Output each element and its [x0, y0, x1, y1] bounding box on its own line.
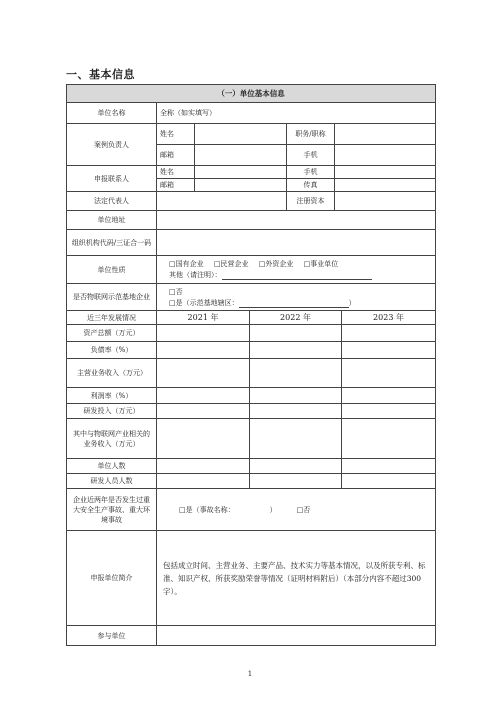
- metric-cell[interactable]: [157, 459, 250, 474]
- metric-cell[interactable]: [157, 474, 250, 489]
- metric-cell[interactable]: [250, 404, 342, 419]
- case-leader-email-label: 邮箱: [157, 145, 195, 166]
- metric-cell[interactable]: [157, 359, 250, 388]
- contact-label: 申报联系人: [67, 166, 157, 192]
- contact-name-label: 姓名: [157, 166, 195, 179]
- metric-cell[interactable]: [157, 388, 250, 404]
- metric-cell[interactable]: [157, 419, 250, 459]
- metric-cell[interactable]: [342, 404, 435, 419]
- nature-option-institution[interactable]: □事业单位: [303, 260, 339, 268]
- metric-cell[interactable]: [250, 342, 342, 359]
- partner-label: 参与单位: [67, 626, 157, 645]
- table-section-title: （一）单位基本信息: [67, 85, 435, 103]
- metric-cell[interactable]: [250, 359, 342, 388]
- demo-base-options: [157, 284, 435, 311]
- legal-rep-label: 法定代表人: [67, 192, 157, 211]
- registered-capital-field[interactable]: [335, 192, 435, 211]
- contact-name-field[interactable]: [195, 166, 287, 179]
- case-leader-label: 案例负责人: [67, 124, 157, 166]
- metric-label: 资产总额（万元）: [67, 325, 157, 342]
- demo-base-district-input[interactable]: [239, 298, 349, 308]
- partner-field[interactable]: [157, 626, 435, 645]
- metric-cell[interactable]: [157, 325, 250, 342]
- intro-field[interactable]: 包括成立时间、主营业务、主要产品、技术实力等基本情况，以及所获专利、标准、知识产权、所获奖励荣誉等情况（证明材料附后）（本部分内容不超过300字）。: [157, 531, 435, 626]
- metric-cell[interactable]: [250, 419, 342, 459]
- address-label: 单位地址: [67, 211, 157, 230]
- year-2023-header: 2023 年: [342, 311, 435, 325]
- unit-nature-label: 单位性质: [67, 256, 157, 284]
- contact-fax-field[interactable]: [335, 179, 435, 192]
- metric-cell[interactable]: [342, 388, 435, 404]
- address-field[interactable]: [157, 211, 435, 230]
- accident-options: [157, 489, 435, 531]
- metric-cell[interactable]: [342, 359, 435, 388]
- unit-name-label: 单位名称: [67, 103, 157, 124]
- metric-cell[interactable]: [157, 342, 250, 359]
- metric-cell[interactable]: [342, 342, 435, 359]
- org-code-field[interactable]: [157, 230, 435, 256]
- demo-base-label: 是否物联网示范基地企业: [67, 284, 157, 311]
- nature-other-label: 其他（请注明）：: [169, 271, 222, 279]
- metric-cell[interactable]: [157, 404, 250, 419]
- metric-label: 研发投入（万元）: [67, 404, 157, 419]
- case-leader-position-field[interactable]: [335, 124, 435, 145]
- metric-cell[interactable]: [342, 325, 435, 342]
- contact-phone-field[interactable]: [335, 166, 435, 179]
- accident-no-option[interactable]: □否: [296, 505, 311, 514]
- metric-label: 其中与物联网产业相关的业务收入（万元）: [67, 419, 157, 459]
- legal-rep-field[interactable]: [157, 192, 287, 211]
- metric-label: 利润率（%）: [67, 388, 157, 404]
- demo-base-close-paren: ）: [348, 299, 356, 307]
- accident-label: 企业近两年是否发生过重大安全生产事故、重大环境事故: [67, 489, 157, 531]
- org-code-label: 组织机构代码/三证合一码: [67, 230, 157, 256]
- metric-cell[interactable]: [250, 474, 342, 489]
- case-leader-phone-label: 手机: [287, 145, 335, 166]
- case-leader-name-label: 姓名: [157, 124, 195, 145]
- case-leader-email-field[interactable]: [195, 145, 287, 166]
- metric-cell[interactable]: [250, 388, 342, 404]
- metric-label: 单位人数: [67, 459, 157, 474]
- nature-option-foreign[interactable]: □外资企业: [258, 260, 294, 268]
- metric-cell[interactable]: [342, 419, 435, 459]
- intro-label: 申报单位简介: [67, 531, 157, 626]
- contact-email-label: 邮箱: [157, 179, 195, 192]
- registered-capital-label: 注册资本: [287, 192, 335, 211]
- case-leader-phone-field[interactable]: [335, 145, 435, 166]
- case-leader-position-label: 职务/职称: [287, 124, 335, 145]
- contact-phone-label: 手机: [287, 166, 335, 179]
- contact-fax-label: 传真: [287, 179, 335, 192]
- dev-label: 近三年发展情况: [67, 311, 157, 325]
- metric-cell[interactable]: [250, 459, 342, 474]
- metric-cell[interactable]: [250, 325, 342, 342]
- metric-label: 研发人员人数: [67, 474, 157, 489]
- nature-option-state[interactable]: □国有企业: [169, 260, 204, 268]
- metric-label: 负债率（%）: [67, 342, 157, 359]
- metric-cell[interactable]: [342, 459, 435, 474]
- nature-option-private[interactable]: □民营企业: [213, 260, 249, 268]
- case-leader-name-field[interactable]: [195, 124, 287, 145]
- section-heading: 一、基本信息: [66, 68, 135, 81]
- year-2022-header: 2022 年: [250, 311, 342, 325]
- unit-name-field[interactable]: 全称（如实填写）: [157, 103, 435, 124]
- basic-info-table: [66, 84, 436, 646]
- accident-yes-option[interactable]: □是（事故名称：: [179, 505, 235, 514]
- metric-cell[interactable]: [342, 474, 435, 489]
- demo-base-no-option[interactable]: □否: [169, 288, 183, 296]
- metric-label: 主营业务收入（万元）: [67, 359, 157, 388]
- demo-base-yes-option[interactable]: □是（示范基地辖区：: [169, 299, 239, 307]
- contact-email-field[interactable]: [195, 179, 287, 192]
- nature-other-input[interactable]: [222, 270, 372, 280]
- page-number: 1: [247, 670, 253, 678]
- unit-nature-options: [157, 256, 435, 284]
- year-2021-header: 2021 年: [157, 311, 250, 325]
- accident-close-paren: ）: [269, 505, 277, 514]
